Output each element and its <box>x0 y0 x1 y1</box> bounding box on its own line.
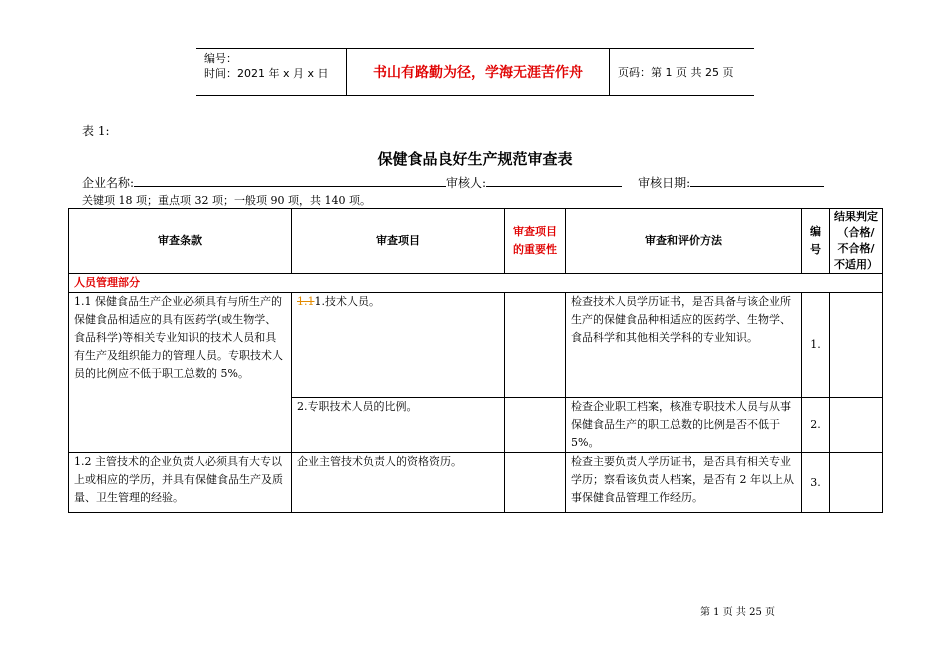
result-cell <box>830 453 883 513</box>
number-cell: 1. <box>802 293 830 398</box>
item-counts: 关键项 18 项；重点项 32 项；一般项 90 项，共 140 项。 <box>82 194 371 207</box>
clause-cell: 1.2 主管技术的企业负责人必须具有大专以上或相应的学历，并具有保健食品生产及质量、卫生管理的经验。 <box>69 453 292 513</box>
section-row <box>69 274 883 293</box>
table-label: 表 1: <box>82 124 110 138</box>
clause-cell: 1.1 保健食品生产企业必须具有与所生产的保健食品相适应的具有医药学(或生物学、食品科学)等相关专业知识的技术人员和具有生产及组织能力的管理人员。专职技术人员的比例应不低于职工总数的 5%。 <box>69 293 292 453</box>
reviewer-blank <box>486 174 622 187</box>
table-row <box>69 453 883 513</box>
method-cell: 检查企业职工档案，核准专职技术人员与从事保健食品生产的职工总数的比例是否不低于 5%。 <box>566 398 802 453</box>
company-name-label: 企业名称: <box>82 176 135 190</box>
item-cell: 2.专职技术人员的比例。 <box>292 398 505 453</box>
col-method: 审查和评价方法 <box>566 209 802 274</box>
company-name-blank <box>134 174 446 187</box>
method-cell: 检查技术人员学历证书，是否具备与该企业所生产的保健食品种相适应的医药学、生物学、食品科学和其他相关学科的专业知识。 <box>566 293 802 398</box>
header-motto: 书山有路勤为径，学海无涯苦作舟 <box>347 49 610 96</box>
importance-cell <box>505 398 566 453</box>
item-cell: 企业主管技术负责人的资格资历。 <box>292 453 505 513</box>
header-page-number: 页码：第 1 页 共 25 页 <box>610 49 755 96</box>
col-importance: 审查项目 的重要性 <box>505 209 566 274</box>
importance-cell <box>505 293 566 398</box>
struck-text: 1.1 <box>297 295 315 308</box>
review-date-blank <box>690 174 824 187</box>
page-footer: 第 1 页 共 25 页 <box>700 607 775 618</box>
document-date: 时间：2021 年 x 月 x 日 <box>204 67 329 80</box>
table-header-row <box>69 209 883 274</box>
col-number: 编 号 <box>802 209 830 274</box>
section-title: 人员管理部分 <box>69 274 883 293</box>
document-title: 保健食品良好生产规范审查表 <box>377 150 573 168</box>
table-row <box>69 293 883 398</box>
result-cell <box>830 398 883 453</box>
importance-cell <box>505 453 566 513</box>
number-cell: 2. <box>802 398 830 453</box>
audit-table <box>68 208 883 513</box>
reviewer-label: 审核人: <box>446 176 487 190</box>
method-cell: 检查主要负责人学历证书，是否具有相关专业学历；察看该负责人档案，是否有 2 年以上从事保健食品管理工作经历。 <box>566 453 802 513</box>
col-result: 结果判定 （合格/不合格/ 不适用） <box>830 209 883 274</box>
review-date-label: 审核日期: <box>638 176 691 190</box>
number-cell: 3. <box>802 453 830 513</box>
document-number-label: 编号： <box>204 52 237 65</box>
result-cell <box>830 293 883 398</box>
page-header <box>196 48 754 96</box>
header-meta <box>196 49 347 96</box>
info-row <box>82 174 824 191</box>
col-clause: 审查条款 <box>69 209 292 274</box>
col-item: 审查项目 <box>292 209 505 274</box>
item-cell: 1.11.技术人员。 <box>292 293 505 398</box>
